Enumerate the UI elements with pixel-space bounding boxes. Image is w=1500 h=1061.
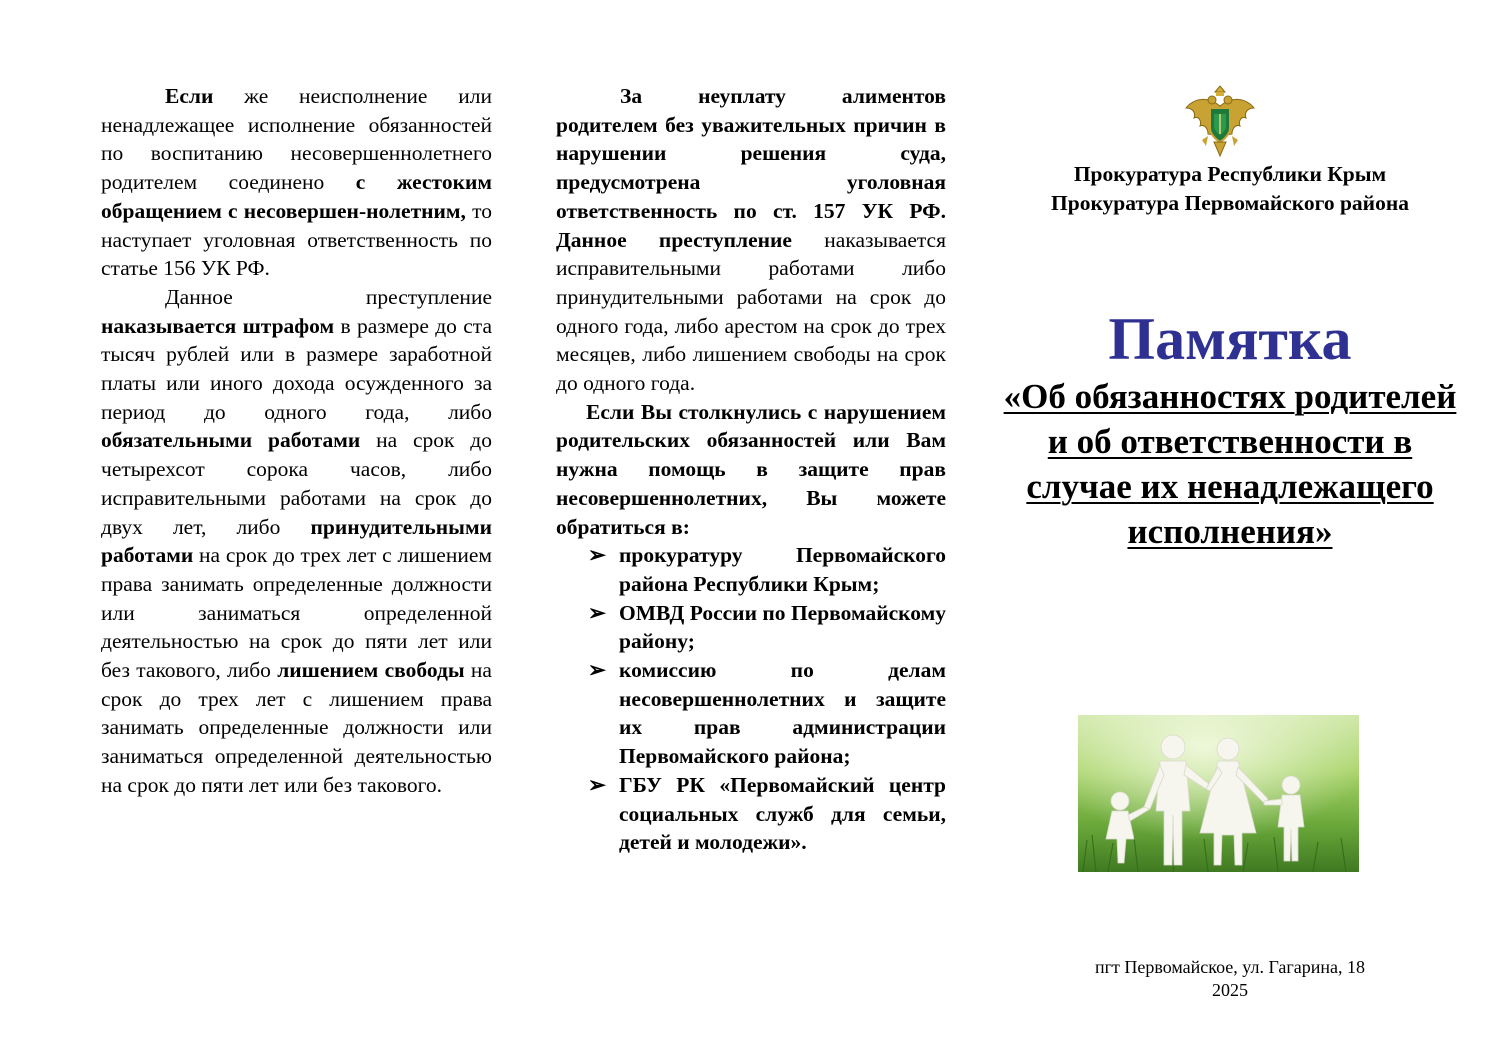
- text-run: Данное преступление: [165, 284, 492, 309]
- memo-title: Памятка: [1108, 306, 1352, 372]
- text-run: же неисполнение или ненадлежащее исполнение обязанностей по воспитанию несовершеннолетнего родителем соединено: [101, 84, 492, 195]
- text-run: на срок до трех лет с лишением права занимать определенные должности или заниматься определенной деятельностью на срок до пяти лет или без такового, либо: [101, 543, 492, 683]
- text-run: с жестоким обращением с несовершен-нолетним,: [101, 170, 492, 223]
- text-run: принудительными работами: [101, 514, 492, 568]
- text-run: лишением свободы: [277, 658, 465, 683]
- org-line-2: Прокуратура Первомайского района: [1051, 191, 1409, 215]
- text-run: то наступает уголовная ответственность по статье 156 УК РФ.: [101, 198, 492, 281]
- text-run: в размере до ста тысяч рублей или в размере заработной платы или иного дохода осужденного за период до одного года, либо: [101, 313, 492, 424]
- footer: [1002, 956, 1458, 1002]
- text-run: За неуплату алиментов родителем без уважительных причин в нарушении решения суда, предусмотрена уголовная ответственность по ст. 157 УК РФ. Данное преступление: [556, 84, 946, 252]
- year: 2025: [1212, 980, 1248, 1000]
- arrow-bullet-icon: ➢: [588, 543, 607, 568]
- organization-heading: [1002, 160, 1458, 218]
- memo-subtitle: «Об обязанностях родителей и об ответственности в случае их ненадлежащего исполнения»: [1003, 377, 1457, 551]
- text-run: на срок до четырехсот сорока часов, либо исправительными работами на срок до двух лет, либо: [101, 428, 492, 539]
- text-run: наказывается исправительными работами либо принудительными работами на срок до одного года, либо арестом на срок до трех месяцев, либо лишением свободы на срок до одного года.: [556, 227, 946, 396]
- text-run: обязательными работами: [101, 428, 361, 453]
- paragraph-where-to-apply: Если Вы столкнулись с нарушением родительских обязанностей или Вам нужна помощь в защите прав несовершеннолетних, Вы можете обратиться в:: [556, 399, 946, 539]
- family-photo: [1078, 715, 1359, 872]
- paragraph-article-157: [556, 82, 946, 398]
- arrow-bullet-icon: ➢: [588, 600, 607, 625]
- paragraph-article-156: [101, 82, 492, 283]
- cover-panel: [1002, 82, 1458, 1012]
- arrow-bullet-icon: ➢: [588, 658, 607, 683]
- list-item: ➢ прокуратуру Первомайского района Республики Крым;: [588, 543, 946, 596]
- address: пгт Первомайское, ул. Гагарина, 18: [1094, 957, 1366, 977]
- column-middle: [556, 82, 946, 857]
- org-line-1: Прокуратура Республики Крым: [1073, 162, 1387, 186]
- text-run: Если: [165, 84, 214, 108]
- list-item: ➢ ОМВД России по Первомайскому району;: [588, 600, 946, 654]
- paragraph-punishment-156: [101, 283, 492, 800]
- list-item: ➢ ГБУ РК «Первомайский центр социальных служб для семьи, детей и молодежи».: [588, 772, 946, 855]
- organizations-list: [556, 541, 946, 857]
- text-run: наказывается штрафом: [101, 313, 335, 338]
- list-item: ➢ комиссию по делам несовершеннолетних и защите их прав администрации Первомайского района;: [588, 658, 946, 769]
- column-left: [101, 82, 492, 800]
- prosecutor-emblem-icon: [1182, 84, 1258, 160]
- arrow-bullet-icon: ➢: [588, 772, 607, 797]
- text-run: на срок до трех лет с лишением права занимать определенные должности или заниматься определенной деятельностью на срок до пяти лет или без такового.: [101, 658, 492, 797]
